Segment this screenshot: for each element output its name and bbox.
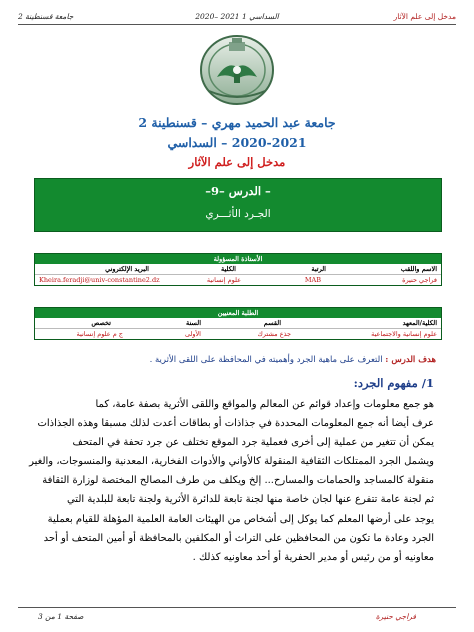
paragraph-line: ويشمل الجرد الممتلكات الثقافية المنقولة كالأواني والأدوات الفخارية، المعدنية والمنسوجات، والغير [29, 456, 434, 468]
table-header-cell: السنة [185, 319, 201, 327]
email-link[interactable]: Kheira.feradji@univ-constantine2.dz [39, 276, 160, 284]
lesson-banner [34, 178, 442, 232]
teacher-table-value-row [35, 275, 441, 285]
table-cell: ج م علوم إنسانية [76, 330, 123, 338]
table-header-cell: القسم [263, 319, 281, 327]
footer-author: فراجي حنيرة [375, 612, 416, 621]
body-paragraph [18, 395, 434, 567]
goal-label: هدف الدرس : [385, 355, 436, 365]
goal-text: التعرف على ماهية الجرد وأهميته في المحافظة على اللقى الأثرية . [149, 355, 383, 365]
table-cell: الأولى [184, 330, 201, 338]
page-footer [18, 607, 456, 622]
paragraph-line: هو جمع معلومات وإعداد قوائم عن المعالم والمواقع واللقى الأثرية بصفة عامة، كما [95, 399, 434, 410]
lesson-name: الجـرد الأثـــري [205, 208, 271, 220]
table-cell: علوم إنسانية [206, 276, 241, 284]
lesson-number: – الدرس –9– [205, 184, 271, 198]
table-cell: MAB [304, 276, 321, 284]
paragraph-line: عرف أيضا أنه جمع المعلومات المحددة في جذاذات أو بطاقات أعدت لذلك مسبقا وهذه الجذاذات [37, 418, 434, 430]
table-header-cell: تخصص [91, 319, 111, 327]
table-cell: فراجي حنيرة [402, 276, 437, 284]
footer-page-number: صفحة 1 من 3 [38, 612, 84, 621]
teacher-table [34, 253, 442, 286]
course-title: مدخل إلى علم الآثار [188, 155, 286, 169]
header-university: جامعة قسنطينة 2 [18, 12, 74, 21]
paragraph-line: يوجد على أرضها المعلم كما يوكل إلى أشخاص من الهيئات العامة العلمية المؤهلة للقيام بعملية [47, 513, 434, 525]
table-cell: جذع مشترك [257, 330, 291, 338]
table-header-cell: الكلية/المعهد [402, 319, 437, 327]
teacher-table-header-row [35, 264, 441, 275]
paragraph-line: الجرد وعادة ما تكون من المحافظين على التراث أو المكلفين بالمحافظة أو أمين المتحف أو أحد [43, 532, 434, 544]
lesson-goal [18, 355, 436, 365]
university-logo-icon [187, 33, 287, 107]
paragraph-line: يمكن أن تتغير من عملية إلى أخرى فعملية جرد الموقع تختلف عن جرد تحفة في المتحف [72, 437, 434, 449]
paragraph-line: منقولة كالمساجد والحمامات والمسارح... إلخ ويكلف من طرف المصالح المختصة لوزارة الثقافة [42, 475, 434, 487]
table-header-cell: الاسم واللقب [400, 265, 437, 273]
header-course: مدخل إلى علم الآثار [393, 12, 456, 21]
students-table-header-row [35, 318, 441, 329]
table-header-cell: البريد الإلكتروني [105, 265, 149, 273]
semester-title: 2020-2021 – السداسي [167, 135, 307, 150]
paragraph-line: ثم لجنة عامة تتفرع عنها لجان خاصة منها لجنة تابعة للدائرة الأثرية ولجنة تابعة للبلدية التي [66, 494, 434, 506]
paragraph-line: معاونيه أو من رئيس أو مدير الحفرية أو أحد معاونيه كذلك . [192, 551, 434, 563]
students-table [34, 307, 442, 340]
header-year: 2020– 2021 السداسي 1 [195, 12, 279, 21]
university-title: جامعة عبد الحميد مهري – قسنطينة 2 [138, 115, 336, 130]
students-table-title: الطلبة المعنيين [35, 308, 441, 318]
students-table-value-row [35, 329, 441, 339]
table-cell: علوم إنسانية والاجتماعية [371, 330, 437, 338]
table-header-cell: الرتبة [311, 265, 326, 273]
teacher-table-title: الأستاذة المسؤولة [35, 254, 441, 264]
page-header [18, 8, 456, 25]
table-header-cell: الكلية [221, 265, 236, 273]
section-heading: 1/ مفهوم الجرد: [353, 376, 434, 390]
